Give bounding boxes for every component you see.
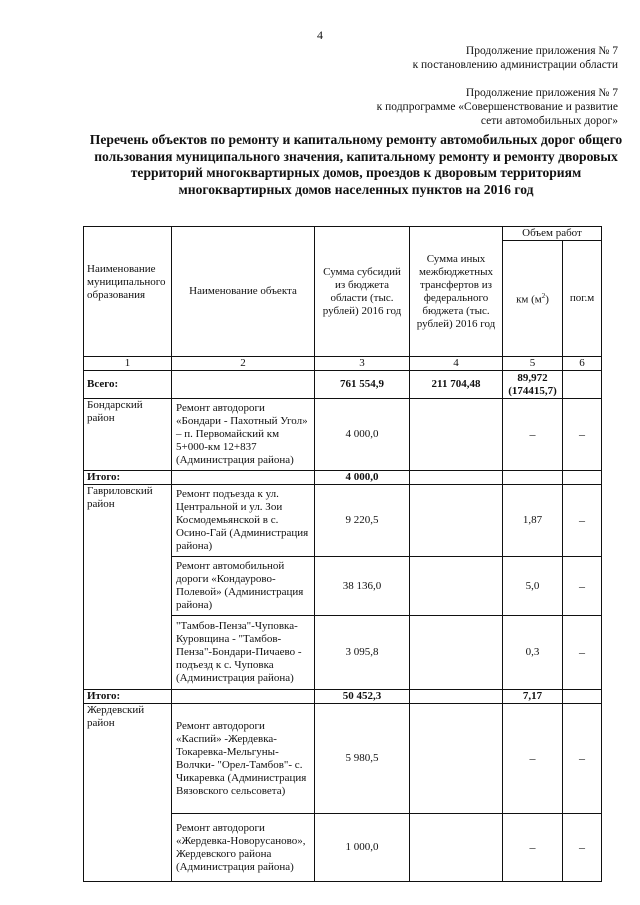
subtotal-transfers <box>410 471 503 485</box>
appendix-header-resolution <box>413 44 618 72</box>
subsidy-value: 5 980,5 <box>315 704 410 814</box>
subtotal-object <box>172 471 315 485</box>
subtotal-linear-m <box>563 471 602 485</box>
header-linear-m: пог.м <box>563 241 602 357</box>
subtotal-linear-m <box>563 690 602 704</box>
objects-table <box>83 226 602 882</box>
column-number: 1 <box>84 357 172 371</box>
header-work-volume: Объем работ <box>503 227 602 241</box>
km-value: 0,3 <box>503 616 563 690</box>
table-header-row <box>84 227 602 241</box>
appendix-header-line: сети автомобильных дорог» <box>480 115 618 127</box>
total-km <box>503 371 563 399</box>
document-title: Перечень объектов по ремонту и капитальному ремонту автомобильных дорог общего пользования муниципального значения, капитальному ремонту и ремонту дворовых территорий многоквартирных домов, проездов к дворовым территориям многоквартирных домов населенных пунктов на 2016 год <box>89 132 623 197</box>
transfers-value <box>410 485 503 557</box>
appendix-header-line: Продолжение приложения № 7 <box>465 45 618 57</box>
km-value: – <box>503 704 563 814</box>
subtotal-subsidy: 50 452,3 <box>315 690 410 704</box>
header-km: км $(м^2)$ <box>503 241 563 357</box>
object-name: Ремонт автодороги «Каспий» -Жердевка-Токаревка-Мельгуны-Волчки- "Орел-Тамбов"- с. Чикаревка (Администрация Вязовского сельсовета) <box>172 704 315 814</box>
object-name: Ремонт автомобильной дороги «Кондаурово-Полевой» (Администрация района) <box>172 557 315 616</box>
column-number: 6 <box>563 357 602 371</box>
transfers-value <box>410 399 503 471</box>
subtotal-km <box>503 471 563 485</box>
linear-m-value: – <box>563 616 602 690</box>
total-linear-m <box>563 371 602 399</box>
district-name: Гавриловский район <box>84 485 172 690</box>
subtotal-km: 7,17 <box>503 690 563 704</box>
transfers-value <box>410 557 503 616</box>
object-name: "Тамбов-Пенза"-Чуповка-Куровщина - "Тамбов-Пенза"-Бондари-Пичаево - подъезд к с. Чуповка (Администрация района) <box>172 616 315 690</box>
transfers-value <box>410 704 503 814</box>
linear-m-value: – <box>563 704 602 814</box>
table-row <box>84 399 602 471</box>
transfers-value <box>410 616 503 690</box>
page-number: 4 <box>317 28 323 42</box>
appendix-header-line: к подпрограмме «Совершенствование и развитие <box>376 101 618 113</box>
linear-m-value: – <box>563 399 602 471</box>
header-subsidy: Сумма субсидий из бюджета области (тыс. рублей) 2016 год <box>315 227 410 357</box>
transfers-value <box>410 814 503 882</box>
table-row <box>84 704 602 814</box>
total-subsidy: 761 554,9 <box>315 371 410 399</box>
table-row <box>84 485 602 557</box>
total-km2-value: (174415,7) <box>508 384 557 397</box>
km-value: 1,87 <box>503 485 563 557</box>
column-numbers-row <box>84 357 602 371</box>
object-name: Ремонт подъезда к ул. Центральной и ул. Зои Космодемьянской в с. Осино-Гай (Администрация района) <box>172 485 315 557</box>
subtotal-subsidy: 4 000,0 <box>315 471 410 485</box>
subsidy-value: 38 136,0 <box>315 557 410 616</box>
appendix-header-line: Продолжение приложения № 7 <box>465 87 618 99</box>
column-number: 5 <box>503 357 563 371</box>
district-name: Жердевский район <box>84 704 172 882</box>
header-transfers: Сумма иных межбюджетных трансфертов из федерального бюджета (тыс. рублей) 2016 год <box>410 227 503 357</box>
subsidy-value: 4 000,0 <box>315 399 410 471</box>
total-km-value: 89,972 <box>517 371 548 384</box>
linear-m-value: – <box>563 557 602 616</box>
subtotal-row <box>84 690 602 704</box>
total-object <box>172 371 315 399</box>
km-value: – <box>503 814 563 882</box>
column-number: 2 <box>172 357 315 371</box>
appendix-header-subprogram <box>377 86 618 128</box>
total-transfers: 211 704,48 <box>410 371 503 399</box>
total-row <box>84 371 602 399</box>
header-object: Наименование объекта <box>172 227 315 357</box>
km-value: – <box>503 399 563 471</box>
column-number: 3 <box>315 357 410 371</box>
subsidy-value: 3 095,8 <box>315 616 410 690</box>
appendix-header-line: к постановлению администрации области <box>412 59 618 71</box>
header-municipality: Наименование муниципального образования <box>84 227 172 357</box>
subsidy-value: 1 000,0 <box>315 814 410 882</box>
object-name: Ремонт автодороги «Жердевка-Новорусаново», Жердевского района (Администрация района) <box>172 814 315 882</box>
subtotal-label: Итого: <box>84 471 172 485</box>
column-number: 4 <box>410 357 503 371</box>
subtotal-transfers <box>410 690 503 704</box>
district-name: Бондарский район <box>84 399 172 471</box>
subtotal-object <box>172 690 315 704</box>
subtotal-row <box>84 471 602 485</box>
total-label: Всего: <box>84 371 172 399</box>
km-value: 5,0 <box>503 557 563 616</box>
object-name: Ремонт автодороги «Бондари - Пахотный Угол» – п. Первомайский км 5+000-км 12+837 (Администрация района) <box>172 399 315 471</box>
linear-m-value: – <box>563 814 602 882</box>
subsidy-value: 9 220,5 <box>315 485 410 557</box>
subtotal-label: Итого: <box>84 690 172 704</box>
linear-m-value: – <box>563 485 602 557</box>
